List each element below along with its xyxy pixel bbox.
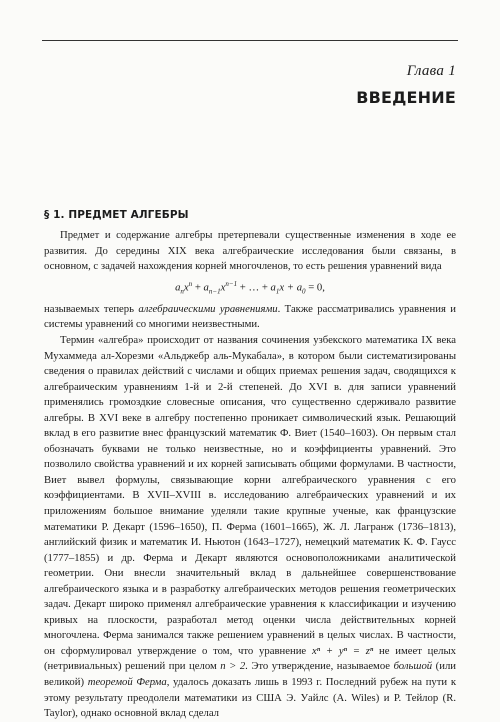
paragraph-1: Предмет и содержание алгебры претерпевали существенные изменения в ходе ее развития. До середины XIX века алгебраические исследования были связаны, в основном, с задачей нахождения корней многочленов, то есть решения уравнений вида xyxy=(44,229,456,273)
emphasis-fermat-theorem: теоремой Ферма xyxy=(87,676,167,689)
top-rule xyxy=(42,40,458,41)
paragraph-2: называемых теперь алгебраическими уравнениями. Также рассматривались уравнения и системы уравнений со многими неизвестными. xyxy=(44,302,456,331)
chapter-title: ВВЕДЕНИЕ xyxy=(356,88,456,107)
paragraph-3: Термин «алгебра» происходит от названия сочинения узбекского математика IX века Мухаммеда ал-Хорезми «Альджебр аль-Мукабала», в котором были систематизированы сведения о правилах действий с числами и общих приемах решения задач, сводящихся к алгебраическим уравнениям 1-й и 2-й степеней. До XVI в. для записи уравнений применялись громоздкие словесные описания, что существенно сдерживало развитие алгебры. В XVI веке в алгебру постепенно проникает символический язык. Решающий вклад в его развитие внес французский математик Ф. Виет (1540–1603). Он первым стал обозначать буквами не только неизвестные, но и коэффициенты уравнений. Это позволило свойства уравнений и их корней записывать общими формулами. В частности, Виет вывел формулы, связывающие корни алгебраического уравнения с его коэффициентами. В XVII–XVIII в. исследованию алгебраических уравнений и их приложениям большое внимание уделяли такие крупные ученые, как французские математики Р. Декарт (1596–1650), П. Ферма (1601–1665), Ж. Л. Лагранж (1736–1813), английский физик и математик И. Ньютон (1643–1727), немецкий математик К. Ф. Гаусс (1777–1855) и др. Ферма и Декарт являются основоположниками аналитической геометрии. Они внесли значительный вклад в дальнейшее совершенствование алгебраического языка и в разработку алгебраических методов решения геометрических задач. Декарт широко применял алгебраические уравнения к классификации и изучению кривых на плоскости, разработал метод оценки числа действительных корней многочлена. Ферма занимался также решением уравнений в целых числах. В частности, он сформулировал утверждение о том, что уравнение xⁿ + yⁿ = zⁿ не имеет целых (нетривиальных) решений при целом n > 2. Это утверждение, называемое большой (или великой) теоремой Ферма, удалось доказать лишь в 1993 г. Последний рубеж на пути к этому результату преодолели математики из США Э. Уайлс (A. Wiles) и Р. Тейлор (R. Taylor), однако основной вклад сделал xyxy=(44,333,457,720)
section-heading: § 1. ПРЕДМЕТ АЛГЕБРЫ xyxy=(44,209,189,221)
emphasis-big: большой xyxy=(393,660,433,673)
emphasis-algebraic-equations: алгебраическими уравнениями xyxy=(138,302,278,315)
polynomial-equation: $a_nx^n + a_{n-1}x^{n-1}$ + … + $a_1x + a_0 = 0$, xyxy=(175,279,325,296)
fermat-equation: xⁿ + yⁿ = zⁿ xyxy=(311,644,374,657)
body-text xyxy=(44,228,456,722)
chapter-label: Глава 1 xyxy=(406,63,456,79)
condition-n: n > 2 xyxy=(220,660,246,673)
